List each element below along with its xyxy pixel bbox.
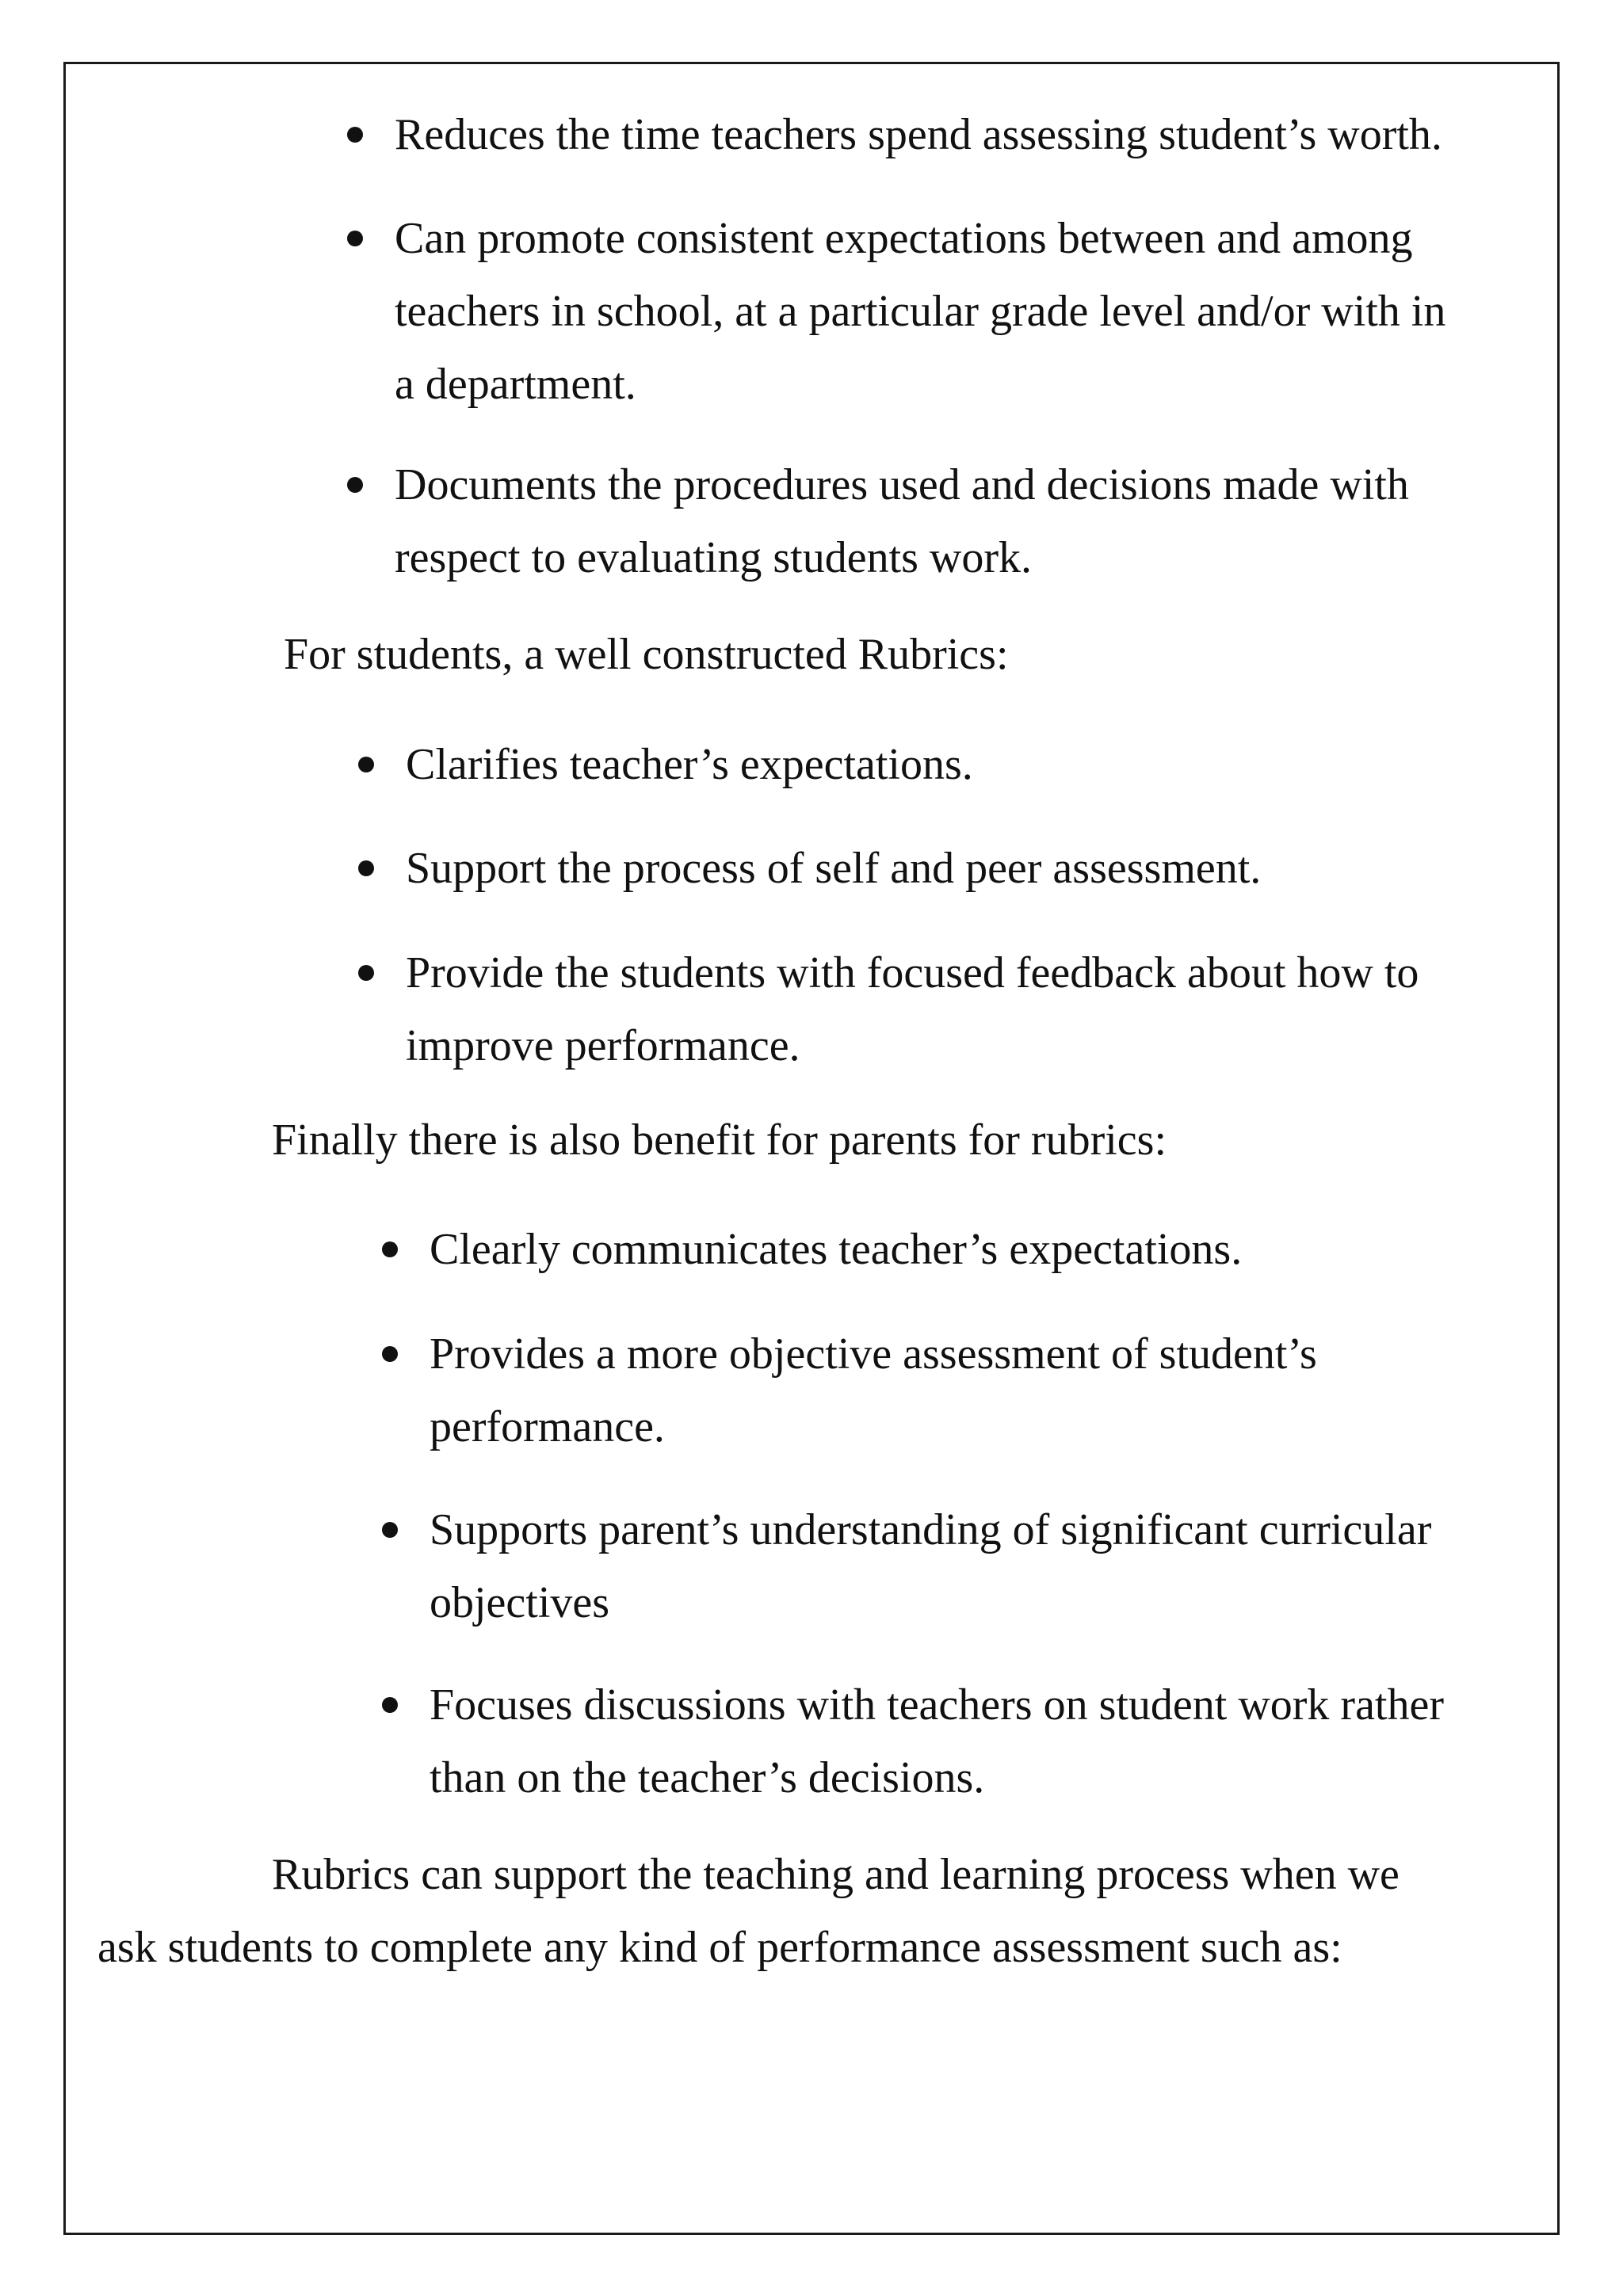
teacher-benefit-2-line-2: teachers in school, at a particular grade level and/or with in (395, 287, 1446, 336)
bullet-icon (347, 231, 363, 246)
teacher-benefit-1-line-1: Reduces the time teachers spend assessing student’s worth. (395, 110, 1442, 159)
student-benefit-1-line-1: Clarifies teacher’s expectations. (406, 740, 973, 789)
bullet-icon (382, 1522, 398, 1538)
teacher-benefit-2-line-1: Can promote consistent expectations between and among (395, 214, 1413, 263)
parent-benefit-2-line-2: performance. (430, 1402, 665, 1451)
bullet-icon (382, 1697, 398, 1713)
bullet-icon (382, 1346, 398, 1362)
bullet-icon (358, 860, 374, 876)
bullet-icon (347, 477, 363, 493)
student-benefit-3-line-1: Provide the students with focused feedback about how to (406, 948, 1419, 997)
parent-benefit-1-line-1: Clearly communicates teacher’s expectations. (430, 1225, 1243, 1274)
parent-benefit-3-line-2: objectives (430, 1578, 610, 1627)
students-intro: For students, a well constructed Rubrics: (284, 630, 1009, 679)
bullet-icon (382, 1241, 398, 1257)
bullet-icon (358, 965, 374, 981)
parent-benefit-2-line-1: Provides a more objective assessment of student’s (430, 1329, 1317, 1379)
closing-paragraph-line-1: Rubrics can support the teaching and learning process when we (272, 1850, 1400, 1899)
parents-intro: Finally there is also benefit for parents for rubrics: (272, 1116, 1167, 1165)
teacher-benefit-3-line-2: respect to evaluating students work. (395, 533, 1033, 582)
bullet-icon (358, 757, 374, 772)
teacher-benefit-3-line-1: Documents the procedures used and decisions made with (395, 460, 1409, 509)
parent-benefit-4-line-2: than on the teacher’s decisions. (430, 1753, 985, 1802)
teacher-benefit-2-line-3: a department. (395, 360, 636, 409)
student-benefit-2-line-1: Support the process of self and peer assessment. (406, 844, 1262, 893)
student-benefit-3-line-2: improve performance. (406, 1021, 800, 1070)
closing-paragraph-line-2: ask students to complete any kind of performance assessment such as: (97, 1923, 1342, 1972)
bullet-icon (347, 127, 363, 143)
parent-benefit-4-line-1: Focuses discussions with teachers on student work rather (430, 1680, 1444, 1730)
parent-benefit-3-line-1: Supports parent’s understanding of significant curricular (430, 1505, 1432, 1554)
